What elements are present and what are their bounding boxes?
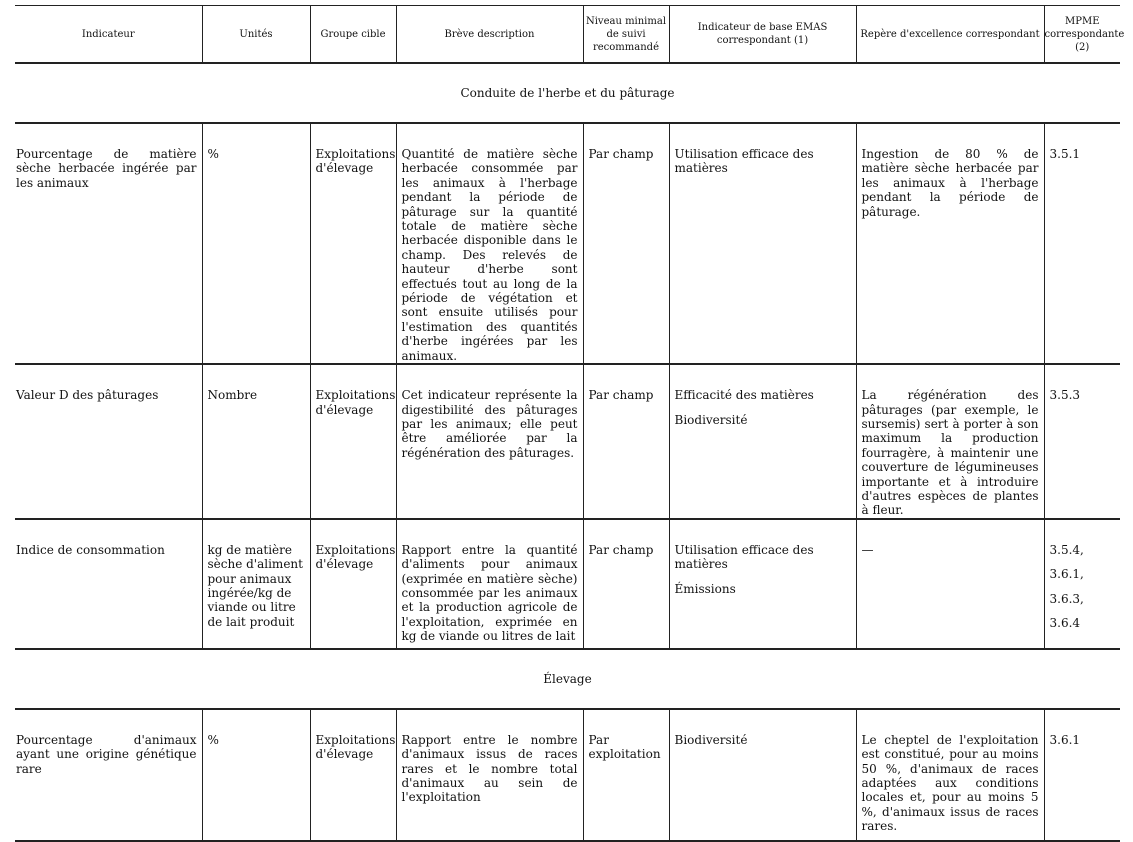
table-row [15, 709, 1120, 841]
cell-description: Rapport entre la quantité d'aliments pour animaux (exprimée en matière sèche) consommée par les animaux et la production agricole de l'exploitation, exprimée en kg de viande ou litres de lait [401, 542, 578, 644]
cell-repere: Le cheptel de l'exploitation est constitué, pour au moins 50 %, d'animaux de races adaptées aux conditions locales et, pour au moins 5 %, d'animaux issus de races rares. [861, 732, 1039, 834]
header-indicateur: Indicateur [15, 6, 202, 64]
header-mpme [1044, 6, 1125, 64]
header-niveau [583, 6, 669, 64]
table-row [15, 519, 1120, 649]
cell-emas [670, 520, 856, 596]
cell-repere: — [861, 542, 874, 557]
cell-unites: % [207, 732, 219, 747]
cell-niveau: Par exploitation [588, 732, 661, 762]
header-emas-footnote: (1) [793, 35, 809, 46]
header-mpme-footnote: (2) [1075, 41, 1090, 53]
cell-mpme [1045, 124, 1121, 161]
emas-item: Biodiversité [674, 732, 748, 747]
mpme-item: 3.5.4, [1049, 542, 1084, 557]
cell-mpme [1045, 520, 1121, 631]
mpme-item: 3.6.3, [1049, 591, 1084, 606]
cell-groupe: Exploitations d'élevage [315, 732, 396, 762]
header-groupe: Groupe cible [310, 6, 396, 64]
cell-unites: Nombre [207, 388, 258, 403]
header-mpme-text: MPME correspondante [1044, 15, 1125, 40]
cell-description: Rapport entre le nombre d'animaux issus de races rares et le nombre total d'animaux au sein de l'exploitation [401, 732, 578, 805]
emas-item: Utilisation efficace des matières [674, 542, 814, 572]
cell-unites: kg de matière sèche d'aliment pour animaux ingérée/kg de viande ou litre de lait produit [207, 542, 303, 629]
header-unites: Unités [202, 6, 310, 64]
cell-repere: La régénération des pâturages (par exemple, le sursemis) sert à porter à son maximum la production fourragère, à maintenir une couverture de légumineuses importante et à introduire d'autres espèces de plantes à fleur. [861, 388, 1039, 518]
emas-item: Émissions [674, 581, 736, 596]
mpme-item: 3.5.3 [1049, 388, 1081, 403]
cell-groupe: Exploitations d'élevage [315, 147, 396, 176]
cell-niveau: Par champ [588, 388, 654, 403]
header-emas-text: Indicateur de base EMAS correspondant [697, 22, 828, 46]
mpme-item: 3.6.1 [1049, 732, 1081, 747]
cell-indicateur: Valeur D des pâturages [16, 388, 159, 403]
section-row [15, 63, 1120, 123]
cell-repere: Ingestion de 80 % de matière sèche herbacée par les animaux à l'herbage pendant la période de pâturage. [861, 147, 1039, 219]
cell-indicateur: Pourcentage d'animaux ayant une origine génétique rare [16, 732, 197, 776]
table-header-row [15, 6, 1120, 64]
cell-groupe: Exploitations d'élevage [315, 542, 396, 572]
table-row [15, 123, 1120, 364]
section-title: Élevage [15, 649, 1120, 709]
cell-emas [670, 124, 856, 176]
emas-item: Efficacité des matières [674, 388, 814, 403]
mpme-item: 3.5.1 [1049, 147, 1081, 161]
header-description: Brève description [396, 6, 583, 64]
cell-mpme [1045, 710, 1121, 747]
header-repere: Repère d'excellence correspondant [856, 6, 1044, 64]
cell-indicateur: Indice de consommation [16, 542, 165, 557]
cell-niveau: Par champ [588, 542, 654, 557]
cell-emas [670, 365, 856, 427]
mpme-item: 3.6.4 [1049, 615, 1081, 630]
section-title: Conduite de l'herbe et du pâturage [15, 63, 1120, 123]
cell-emas [670, 710, 856, 747]
header-niveau-text: Niveau minimal de suivi recommandé [585, 15, 667, 53]
cell-niveau: Par champ [588, 147, 654, 161]
cell-unites: % [207, 147, 219, 161]
cell-indicateur: Pourcentage de matière sèche herbacée ingérée par les animaux [16, 147, 197, 190]
section-row [15, 649, 1120, 709]
cell-description: Quantité de matière sèche herbacée consommée par les animaux à l'herbage pendant la période de pâturage sur la quantité totale de matière sèche herbacée disponible dans le champ. Des relevés de hauteur d'herbe sont effectués tout au long de la période de végétation et sont ensuite utilisés pour l'estimation des quantités d'herbe ingérées par les animaux. [401, 147, 578, 363]
cell-description: Cet indicateur représente la digestibilité des pâturages par les animaux; elle peut être améliorée par la régénération des pâturages. [401, 388, 578, 460]
emas-item: Biodiversité [674, 412, 748, 427]
emas-item: Utilisation efficace des matières [674, 147, 814, 176]
cell-groupe: Exploitations d'élevage [315, 388, 396, 417]
mpme-item: 3.6.1, [1049, 567, 1084, 582]
header-emas [669, 6, 856, 64]
cell-mpme [1045, 365, 1121, 402]
indicator-table [15, 5, 1125, 842]
table-row [15, 364, 1120, 519]
document-page [15, 5, 1125, 842]
